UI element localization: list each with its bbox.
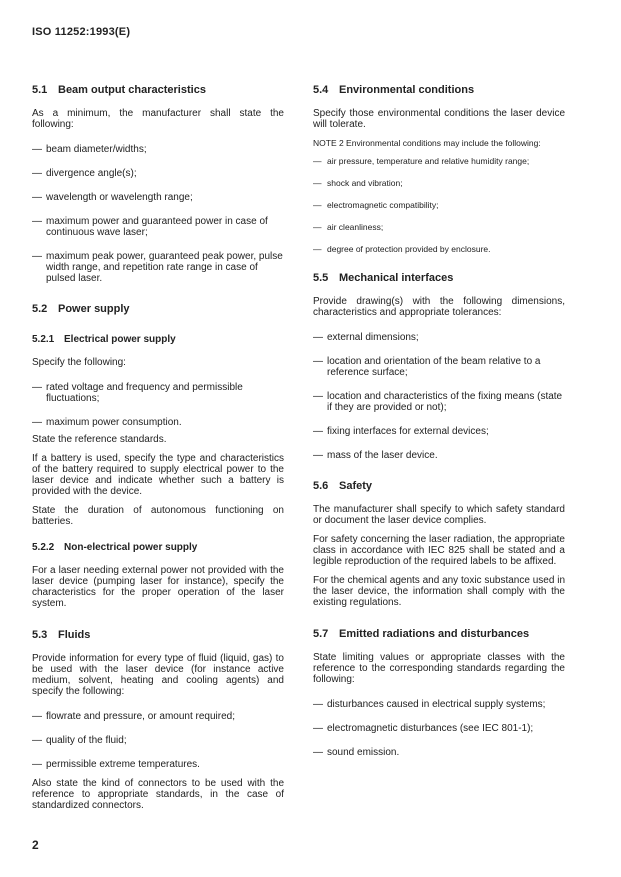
section-5-4 bbox=[313, 84, 565, 254]
requirement-list bbox=[32, 382, 284, 428]
subsection-heading: 5.2.2 Non-electrical power supply bbox=[32, 542, 198, 553]
list-item: — external dimensions; bbox=[313, 332, 419, 343]
list-item: — air cleanliness; bbox=[313, 222, 384, 232]
section-5-6 bbox=[313, 480, 565, 608]
list-item: — flowrate and pressure, or amount required; bbox=[32, 711, 235, 722]
list-item: — shock and vibration; bbox=[313, 178, 403, 188]
list-item: — electromagnetic compatibility; bbox=[313, 200, 439, 210]
subsection-intro: Specify the following: bbox=[32, 357, 126, 368]
list-item: — rated voltage and frequency and permissible fluctuations; bbox=[32, 382, 243, 404]
list-item: — permissible extreme temperatures. bbox=[32, 759, 200, 770]
section-5-1 bbox=[32, 84, 284, 284]
paragraph: For safety concerning the laser radiation, the appropriate class in accordance with IEC 825 shall be stated and a legible reproduction of the required labels to be affixed. bbox=[313, 534, 565, 567]
note-list bbox=[313, 156, 565, 254]
section-heading: 5.3 Fluids bbox=[32, 629, 91, 641]
section-5-7 bbox=[313, 628, 565, 758]
subsection-heading: 5.2.1 Electrical power supply bbox=[32, 334, 176, 345]
list-item: — location and orientation of the beam relative to a reference surface; bbox=[313, 356, 541, 378]
list-item: — air pressure, temperature and relative humidity range; bbox=[313, 156, 530, 166]
list-item: — fixing interfaces for external devices; bbox=[313, 426, 489, 437]
list-item: — disturbances caused in electrical supply systems; bbox=[313, 699, 546, 710]
section-intro: Specify those environmental conditions the laser device will tolerate. bbox=[313, 108, 565, 130]
section-intro: Provide drawing(s) with the following dimensions, characteristics and appropriate tolerances: bbox=[313, 296, 565, 318]
list-item: — wavelength or wavelength range; bbox=[32, 192, 193, 203]
paragraph: For a laser needing external power not provided with the laser device (pumping laser for instance), specify the characteristics for the proper operation of the laser system. bbox=[32, 565, 284, 609]
list-item: — location and characteristics of the fixing means (state if they are provided or not); bbox=[313, 391, 563, 413]
list-item: — maximum peak power, guaranteed peak power, pulse width range, and repetition rate range in case of pulsed laser. bbox=[32, 251, 283, 284]
section-heading: 5.1 Beam output characteristics bbox=[32, 84, 206, 96]
section-heading: 5.7 Emitted radiations and disturbances bbox=[313, 628, 530, 640]
section-heading: 5.6 Safety bbox=[313, 480, 373, 492]
note: NOTE 2 Environmental conditions may include the following: bbox=[313, 138, 541, 148]
section-heading: 5.5 Mechanical interfaces bbox=[313, 272, 454, 284]
paragraph: The manufacturer shall specify to which safety standard or document the laser device complies. bbox=[313, 504, 565, 526]
list-item: — electromagnetic disturbances (see IEC 801-1); bbox=[313, 723, 534, 734]
paragraph: Also state the kind of connectors to be used with the reference to appropriate standards, in the case of standardized connectors. bbox=[32, 778, 284, 811]
right-column bbox=[313, 84, 565, 771]
section-intro: As a minimum, the manufacturer shall state the following: bbox=[32, 108, 284, 130]
requirement-list bbox=[32, 711, 284, 770]
requirement-list bbox=[313, 699, 565, 758]
section-intro: State limiting values or appropriate classes with the reference to the corresponding standards regarding the following: bbox=[313, 652, 565, 685]
section-heading: 5.2 Power supply bbox=[32, 303, 130, 315]
list-item: — mass of the laser device. bbox=[313, 450, 438, 461]
list-item: — maximum power and guaranteed power in case of continuous wave laser; bbox=[32, 216, 268, 238]
document-header: ISO 11252:1993(E) bbox=[32, 26, 131, 38]
list-item: — divergence angle(s); bbox=[32, 168, 137, 179]
page-number: 2 bbox=[32, 838, 39, 852]
list-item: — sound emission. bbox=[313, 747, 400, 758]
section-heading: 5.4 Environmental conditions bbox=[313, 84, 475, 96]
requirement-list bbox=[313, 332, 565, 461]
paragraph: For the chemical agents and any toxic substance used in the laser device, the information shall comply with the existing regulations. bbox=[313, 575, 565, 608]
section-5-2 bbox=[32, 303, 284, 609]
section-intro: Provide information for every type of fluid (liquid, gas) to be used with the laser device (for instance active medium, solvent, heating and cooling agents) and specify the following: bbox=[32, 653, 284, 697]
list-item: — degree of protection provided by enclosure. bbox=[313, 244, 491, 254]
requirement-list bbox=[32, 144, 284, 284]
paragraph: State the duration of autonomous functioning on batteries. bbox=[32, 505, 284, 527]
list-item: — quality of the fluid; bbox=[32, 735, 127, 746]
paragraph: If a battery is used, specify the type and characteristics of the battery required to supply electrical power to the laser device and indicate whether such a battery is provided with the device. bbox=[32, 453, 284, 497]
list-item: — beam diameter/widths; bbox=[32, 144, 147, 155]
left-column bbox=[32, 84, 284, 819]
section-5-3 bbox=[32, 629, 284, 811]
section-5-5 bbox=[313, 272, 565, 461]
paragraph: State the reference standards. bbox=[32, 434, 167, 445]
list-item: — maximum power consumption. bbox=[32, 417, 182, 428]
